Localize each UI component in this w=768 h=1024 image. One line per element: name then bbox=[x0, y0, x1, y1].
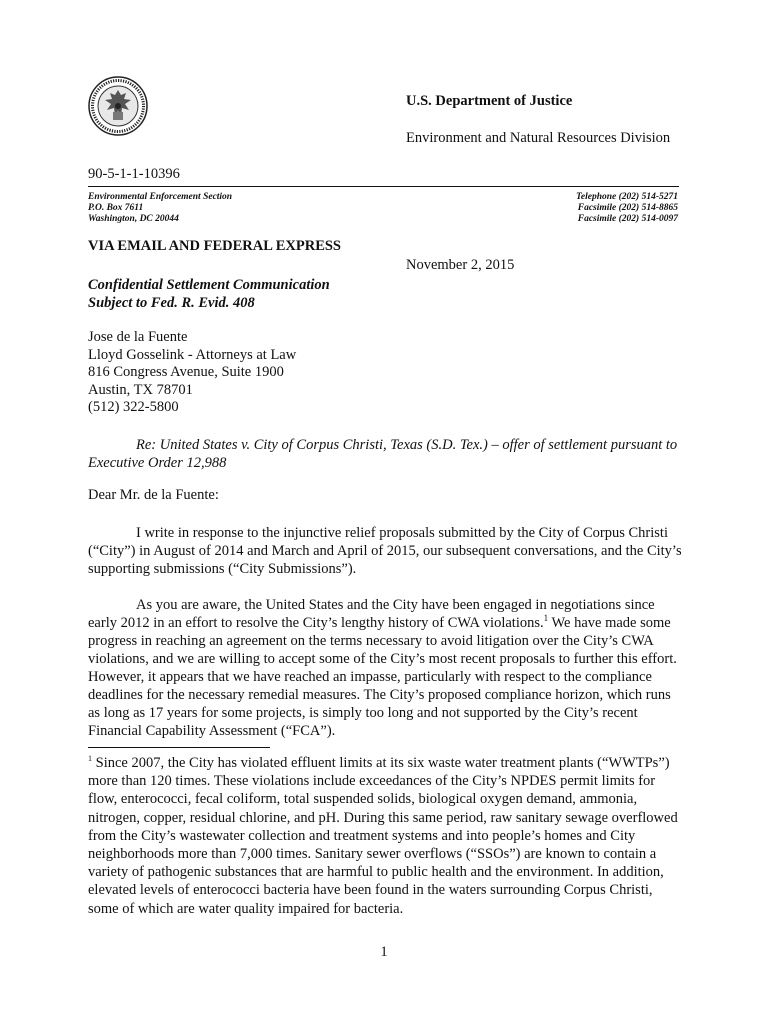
confidential-line: Subject to Fed. R. Evid. 408 bbox=[88, 295, 255, 311]
paragraph-text: We have made some progress in reaching an agreement on the terms necessary to avoid litigation over the City’s CWA violations, and we are willing to accept some of the City’s most recent proposals to further this effort. However, it appears that we have reached an impasse, particularly with respect to the compliance deadlines for the necessary remedial measures. The City’s proposed compliance horizon, which runs as long as 17 years for some projects, is simply too long and not supported by the City’s recent Financial Capability Assessment (“FCA”). bbox=[88, 615, 677, 739]
header-divider bbox=[88, 186, 679, 187]
recipient-street: 816 Congress Avenue, Suite 1900 bbox=[88, 364, 284, 381]
mailing-address bbox=[88, 192, 232, 226]
footnote-reference: 1 bbox=[543, 613, 549, 624]
letter-date: November 2, 2015 bbox=[406, 257, 515, 273]
recipient-city: Austin, TX 78701 bbox=[88, 381, 193, 398]
confidential-notice bbox=[88, 276, 330, 312]
paragraph-text: I write in response to the injunctive relief proposals submitted by the City of Corpus Christi (“City”) in August of 2014 and March and April of 2015, our subsequent conversations, and the City’s supporting submissions (“City Submissions”). bbox=[88, 525, 682, 577]
contact-numbers bbox=[576, 192, 678, 226]
footnote-number: 1 bbox=[88, 754, 92, 764]
telephone-number: Telephone (202) 514-5271 bbox=[575, 192, 678, 202]
body-paragraph bbox=[88, 524, 684, 578]
recipient-block bbox=[88, 329, 296, 417]
doj-seal-icon bbox=[88, 76, 148, 136]
address-line: Washington, DC 20044 bbox=[88, 214, 179, 225]
footnote-text: Since 2007, the City has violated effluent limits at its six waste water treatment plants (“WWTPs”) more than 120 times. These violations include exceedances of the City’s NPDES permit limits for flow, enterococci, fecal coliform, total suspended solids, biological oxygen demand, ammonia, nitrogen, copper, residual chlorine, and pH. During this same period, raw sanitary sewage overflowed from the City’s wastewater collection and treatment systems and into people’s homes and City neighborhoods more than 7,000 times. Sanitary sewer overflows (“SSOs”) are known to contain a variety of pathogenic substances that are harmful to public health and the environment. In addition, elevated levels of enterococci bacteria have been found in the waters surrounding Corpus Christi, some of which are water quality impaired for bacteria. bbox=[88, 755, 678, 917]
address-line: P.O. Box 7611 bbox=[88, 203, 144, 214]
agency-name: U.S. Department of Justice bbox=[406, 93, 573, 109]
re-line bbox=[88, 436, 688, 472]
recipient-name: Jose de la Fuente bbox=[88, 329, 188, 345]
recipient-firm: Lloyd Gosselink - Attorneys at Law bbox=[88, 346, 297, 363]
division-name: Environment and Natural Resources Division bbox=[406, 130, 671, 146]
salutation: Dear Mr. de la Fuente: bbox=[88, 487, 219, 503]
page-number: 1 bbox=[380, 944, 388, 960]
delivery-method: VIA EMAIL AND FEDERAL EXPRESS bbox=[88, 238, 341, 254]
re-text: Re: United States v. City of Corpus Christi, Texas (S.D. Tex.) – offer of settlement pursuant to Executive Order 12,988 bbox=[88, 437, 678, 471]
file-number: 90-5-1-1-10396 bbox=[88, 166, 180, 182]
footnote-divider bbox=[88, 747, 270, 748]
address-line: Environmental Enforcement Section bbox=[88, 192, 233, 202]
paragraph-text: As you are aware, the United States and the City have been engaged in negotiations since early 2012 in an effort to resolve the City’s lengthy history of CWA violations. bbox=[88, 597, 655, 631]
fax-number: Facsimile (202) 514-8865 bbox=[577, 203, 678, 214]
confidential-line: Confidential Settlement Communication bbox=[88, 277, 330, 293]
footnote bbox=[88, 754, 684, 918]
body-paragraph bbox=[88, 596, 684, 740]
fax-number: Facsimile (202) 514-0097 bbox=[577, 214, 678, 225]
recipient-phone: (512) 322-5800 bbox=[88, 399, 179, 416]
